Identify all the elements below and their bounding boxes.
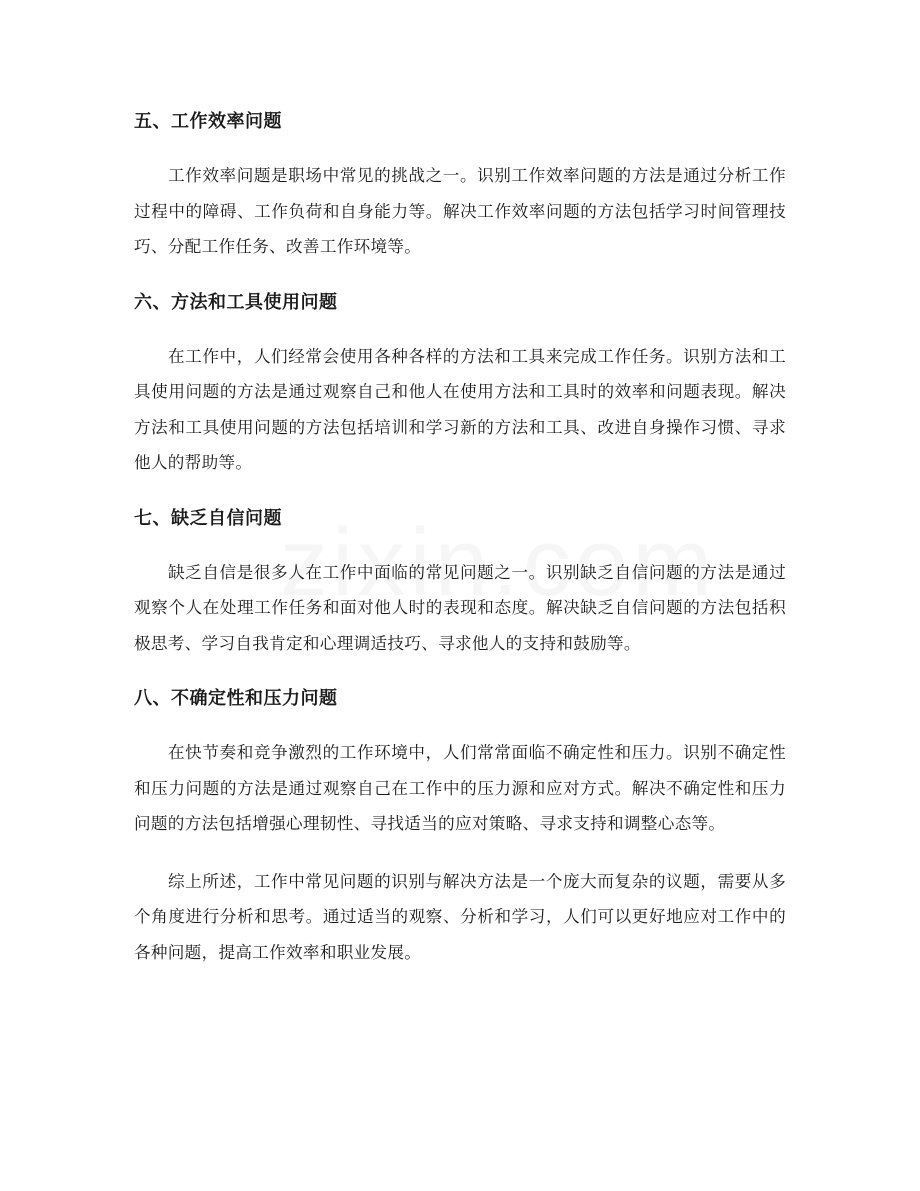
section-8 bbox=[134, 683, 786, 842]
section-heading: 八、不确定性和压力问题 bbox=[134, 688, 338, 709]
section-paragraph: 缺乏自信是很多人在工作中面临的常见问题之一。识别缺乏自信问题的方法是通过观察个人在处理工作任务和面对他人时的表现和态度。解决缺乏自信问题的方法包括积极思考、学习自我肯定和心理调适技巧、寻求他人的支持和鼓励等。 bbox=[134, 562, 786, 653]
section-heading: 七、缺乏自信问题 bbox=[134, 507, 282, 529]
section-paragraph: 在工作中，人们经常会使用各种各样的方法和工具来完成工作任务。识别方法和工具使用问题的方法是通过观察自己和他人在使用方法和工具时的效率和问题表现。解决方法和工具使用问题的方法包括培训和学习新的方法和工具、改进自身操作习惯、寻求他人的帮助等。 bbox=[134, 346, 786, 472]
section-heading: 五、工作效率问题 bbox=[134, 111, 282, 132]
section-6 bbox=[134, 287, 786, 481]
section-5 bbox=[134, 106, 786, 265]
section-paragraph: 在快节奏和竞争激烈的工作环境中，人们常常面临不确定性和压力。识别不确定性和压力问题的方法是通过观察自己在工作中的压力源和应对方式。解决不确定性和压力问题的方法包括增强心理韧性、寻找适当的应对策略、寻求支持和调整心态等。 bbox=[134, 743, 786, 833]
section-heading: 六、方法和工具使用问题 bbox=[134, 291, 338, 313]
document-body bbox=[134, 106, 786, 992]
conclusion-paragraph: 综上所述，工作中常见问题的识别与解决方法是一个庞大而复杂的议题，需要从多个角度进行分析和思考。通过适当的观察、分析和学习，人们可以更好地应对工作中的各种问题，提高工作效率和职业发展。 bbox=[134, 871, 786, 962]
section-paragraph: 工作效率问题是职场中常见的挑战之一。识别工作效率问题的方法是通过分析工作过程中的障碍、工作负荷和自身能力等。解决工作效率问题的方法包括学习时间管理技巧、分配工作任务、改善工作环境等。 bbox=[134, 166, 786, 256]
section-7 bbox=[134, 503, 786, 662]
